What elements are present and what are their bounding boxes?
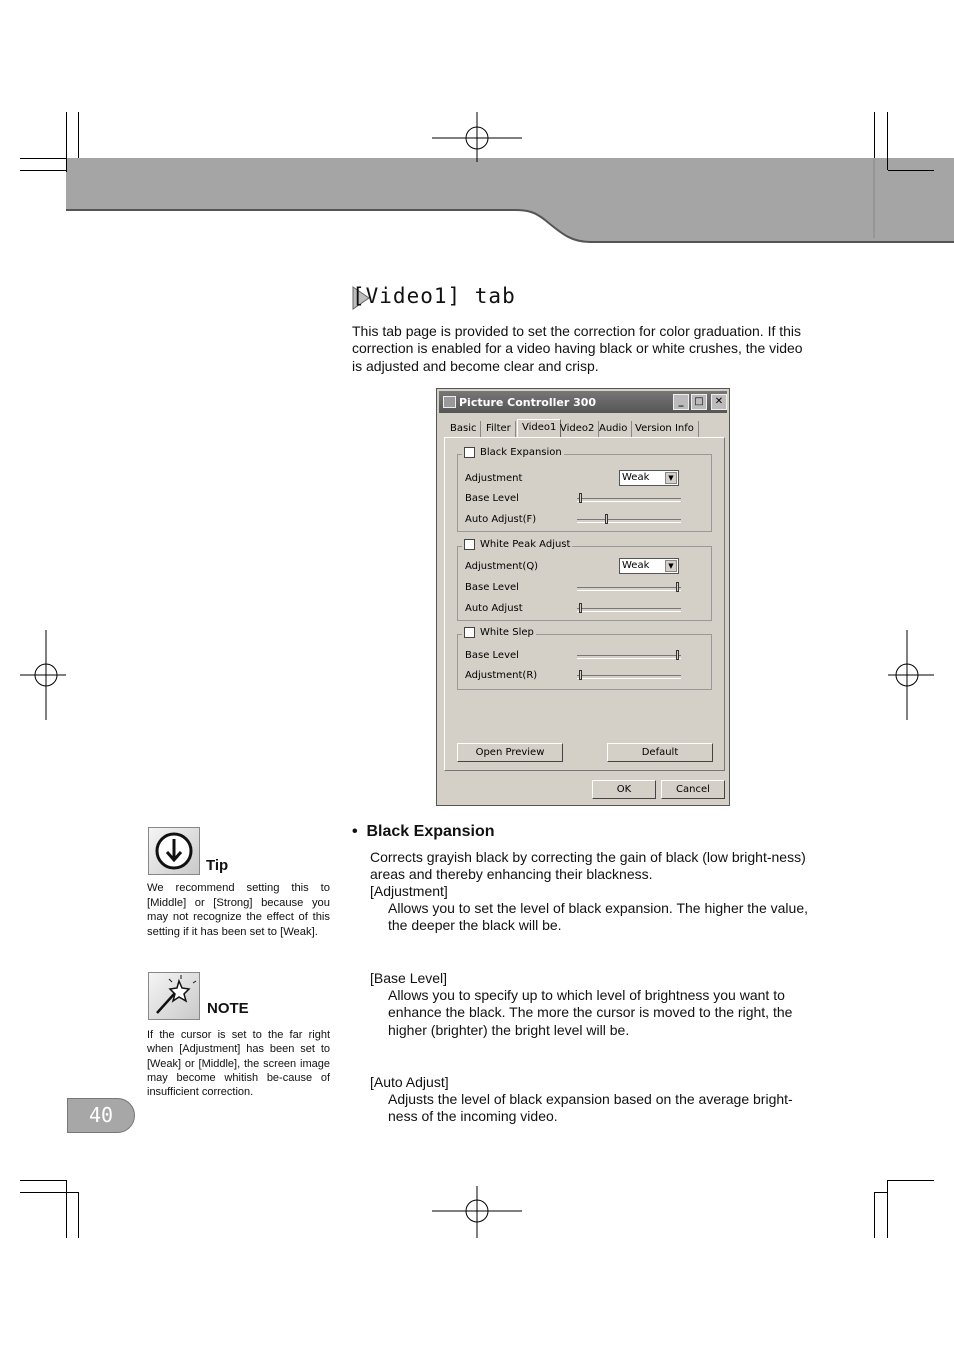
base-level-label: Base Level <box>465 493 519 504</box>
tab-audio[interactable]: Audio <box>595 421 632 437</box>
adjustment-q-label: Adjustment(Q) <box>465 561 539 572</box>
dialog-title: Picture Controller 300 <box>459 396 597 409</box>
tab-version-info[interactable]: Version Info <box>631 421 699 437</box>
slider-thumb[interactable] <box>579 493 582 503</box>
black-expansion-group <box>457 447 712 532</box>
bullet: • <box>352 823 358 840</box>
intro-paragraph: This tab page is provided to set the correction for color graduation. If this correction is enabled for a video having black or white crushes, the video is adjusted and become clear and crisp. <box>352 323 803 374</box>
picture-controller-dialog <box>436 388 730 806</box>
white-peak-adjust-checkbox[interactable] <box>464 539 475 550</box>
black-expansion-desc: Corrects grayish black by correcting the gain of black (low bright-ness) areas and thereby enhancing their blackness. <box>370 849 806 883</box>
auto-adjust-f-label: Auto Adjust(F) <box>465 514 537 525</box>
heading-text: Black Expansion <box>366 823 495 840</box>
auto-adjust-item-label: [Auto Adjust] <box>370 1074 449 1090</box>
white-slep-label: White Slep <box>480 627 534 638</box>
black-expansion-label: Black Expansion <box>480 447 562 458</box>
slep-base-level-slider[interactable] <box>577 650 681 662</box>
tip-title: Tip <box>206 857 229 874</box>
slider-thumb[interactable] <box>579 603 582 613</box>
adjustment-label: Adjustment <box>465 473 523 484</box>
base-level-label: Base Level <box>465 650 519 661</box>
note-title: NOTE <box>207 1000 249 1017</box>
close-button[interactable]: ✕ <box>711 394 727 410</box>
slider-thumb[interactable] <box>605 514 608 524</box>
black-expansion-heading <box>352 823 495 841</box>
default-button[interactable]: Default <box>607 743 713 762</box>
maximize-button[interactable]: □ <box>691 394 707 410</box>
magic-wand-icon <box>148 972 200 1020</box>
cancel-button[interactable]: Cancel <box>661 780 725 799</box>
white-auto-adjust-slider[interactable] <box>577 603 681 615</box>
white-peak-adjust-label: White Peak Adjust <box>480 539 571 550</box>
slider-thumb[interactable] <box>676 582 679 592</box>
base-level-item-label: [Base Level] <box>370 970 448 986</box>
page-number: 40 <box>67 1098 135 1133</box>
white-peak-adjust-group <box>457 539 712 621</box>
tab-video2[interactable]: Video2 <box>556 421 599 437</box>
tip-text: We recommend setting this to [Middle] or [Strong] because you may not recognize the effect of this setting if it has been set to [Weak]. <box>147 882 330 938</box>
adjustment-item-label: [Adjustment] <box>370 883 448 899</box>
app-icon <box>443 396 456 408</box>
ok-button[interactable]: OK <box>592 780 656 799</box>
minimize-button[interactable]: _ <box>673 394 689 410</box>
section-title: [Video1] tab <box>352 284 516 308</box>
chevron-down-icon[interactable]: ▼ <box>665 472 677 484</box>
tab-basic[interactable]: Basic <box>446 421 481 437</box>
auto-adjust-f-slider[interactable] <box>577 514 681 526</box>
white-slep-group <box>457 627 712 690</box>
open-preview-button[interactable]: Open Preview <box>457 743 563 762</box>
base-level-label: Base Level <box>465 582 519 593</box>
video1-panel <box>444 437 725 771</box>
white-slep-checkbox[interactable] <box>464 627 475 638</box>
tab-video1[interactable]: Video1 <box>517 419 561 438</box>
auto-adjust-label: Auto Adjust <box>465 603 523 614</box>
tip-icon <box>148 827 200 875</box>
dialog-titlebar <box>439 391 727 413</box>
adjustment-r-slider[interactable] <box>577 670 681 682</box>
adjustment-q-combo-value: Weak <box>622 560 650 571</box>
auto-adjust-item-text: Adjusts the level of black expansion based on the average bright-ness of the incoming video. <box>388 1091 793 1125</box>
slider-thumb[interactable] <box>579 670 582 680</box>
base-level-item-text: Allows you to specify up to which level of brightness you want to enhance the black. The more the cursor is moved to the right, the higher (brighter) the bright level will be. <box>388 987 793 1038</box>
adjustment-combo-value: Weak <box>622 472 650 483</box>
black-expansion-checkbox[interactable] <box>464 447 475 458</box>
adjustment-item-text: Allows you to set the level of black expansion. The higher the value, the deeper the black will be. <box>388 900 808 934</box>
adjustment-combo[interactable] <box>619 470 679 486</box>
tab-strip <box>444 419 719 437</box>
tab-filter[interactable]: Filter <box>482 421 516 437</box>
white-base-level-slider[interactable] <box>577 582 681 594</box>
note-text: If the cursor is set to the far right when [Adjustment] has been set to [Weak] or [Middle], the screen image may become whitish be-cause of insufficient correction. <box>147 1029 330 1099</box>
chevron-down-icon[interactable]: ▼ <box>665 560 677 572</box>
adjustment-r-label: Adjustment(R) <box>465 670 538 681</box>
base-level-slider[interactable] <box>577 493 681 505</box>
adjustment-q-combo[interactable] <box>619 558 679 574</box>
slider-thumb[interactable] <box>676 650 679 660</box>
